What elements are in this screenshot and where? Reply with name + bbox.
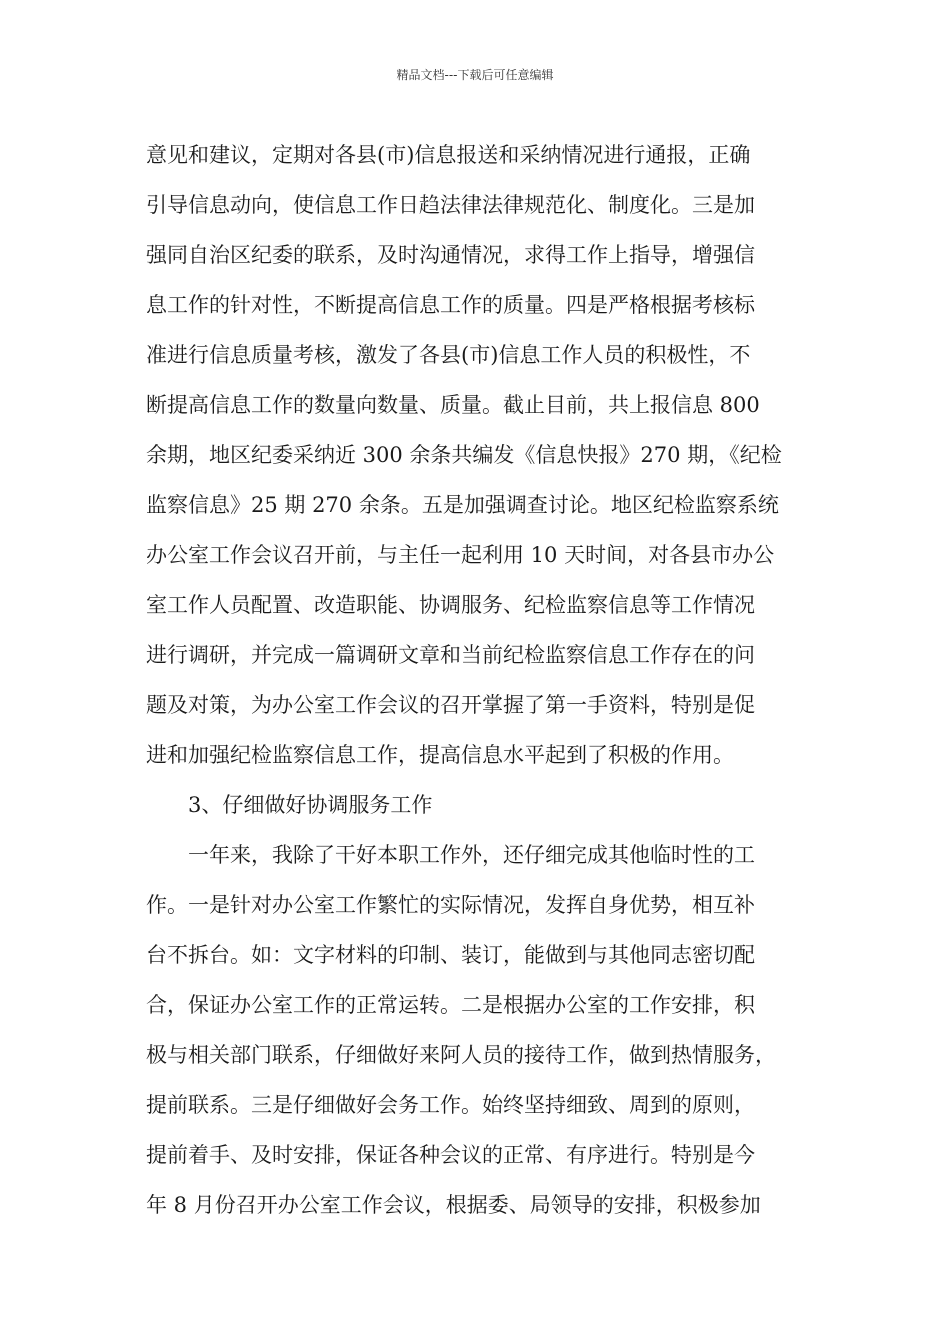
text-line: 息工作的针对性，不断提高信息工作的质量。四是严格根据考核标 — [146, 293, 755, 317]
text-line: 进行调研，并完成一篇调研文章和当前纪检监察信息工作存在的问 — [146, 643, 755, 667]
text-line: 题及对策，为办公室工作会议的召开掌握了第一手资料，特别是促 — [146, 693, 755, 717]
text-line: 断提高信息工作的数量向数量、质量。截止目前，共上报信息 800 — [146, 393, 760, 417]
page-header: 精品文档---下载后可任意编辑 — [396, 68, 554, 82]
text-line: 引导信息动向，使信息工作日趋法律法律规范化、制度化。三是加 — [146, 193, 755, 217]
text-line: 室工作人员配置、改造职能、协调服务、纪检监察信息等工作情况 — [146, 593, 755, 617]
text-line: 意见和建议，定期对各县(市)信息报送和采纳情况进行通报，正确 — [146, 143, 751, 167]
text-line: 准进行信息质量考核，激发了各县(市)信息工作人员的积极性，不 — [146, 343, 751, 367]
text-line: 提前联系。三是仔细做好会务工作。始终坚持细致、周到的原则， — [146, 1093, 755, 1117]
text-line: 监察信息》25 期 270 余条。五是加强调查讨论。地区纪检监察系统 — [146, 493, 779, 517]
text-line: 进和加强纪检监察信息工作，提高信息水平起到了积极的作用。 — [146, 743, 734, 767]
text-line: 合，保证办公室工作的正常运转。二是根据办公室的工作安排，积 — [146, 993, 755, 1017]
text-line: 台不拆台。如：文字材料的印制、装订，能做到与其他同志密切配 — [146, 943, 755, 967]
paragraph-start-line: 一年来，我除了干好本职工作外，还仔细完成其他临时性的工 — [188, 843, 755, 867]
document-body — [146, 130, 816, 1230]
text-line: 办公室工作会议召开前，与主任一起利用 10 天时间，对各县市办公 — [146, 543, 775, 567]
text-line: 强同自治区纪委的联系，及时沟通情况，求得工作上指导，增强信 — [146, 243, 755, 267]
text-line: 年 8 月份召开办公室工作会议，根据委、局领导的安排，积极参加 — [146, 1193, 761, 1217]
text-line: 提前着手、及时安排，保证各种会议的正常、有序进行。特别是今 — [146, 1143, 755, 1167]
text-line: 极与相关部门联系，仔细做好来阿人员的接待工作，做到热情服务， — [146, 1043, 776, 1067]
paragraph-start-line: 3、仔细做好协调服务工作 — [188, 793, 433, 817]
text-line: 余期，地区纪委采纳近 300 余条共编发《信息快报》270 期，《纪检 — [146, 443, 782, 467]
text-line: 作。一是针对办公室工作繁忙的实际情况，发挥自身优势，相互补 — [146, 893, 755, 917]
